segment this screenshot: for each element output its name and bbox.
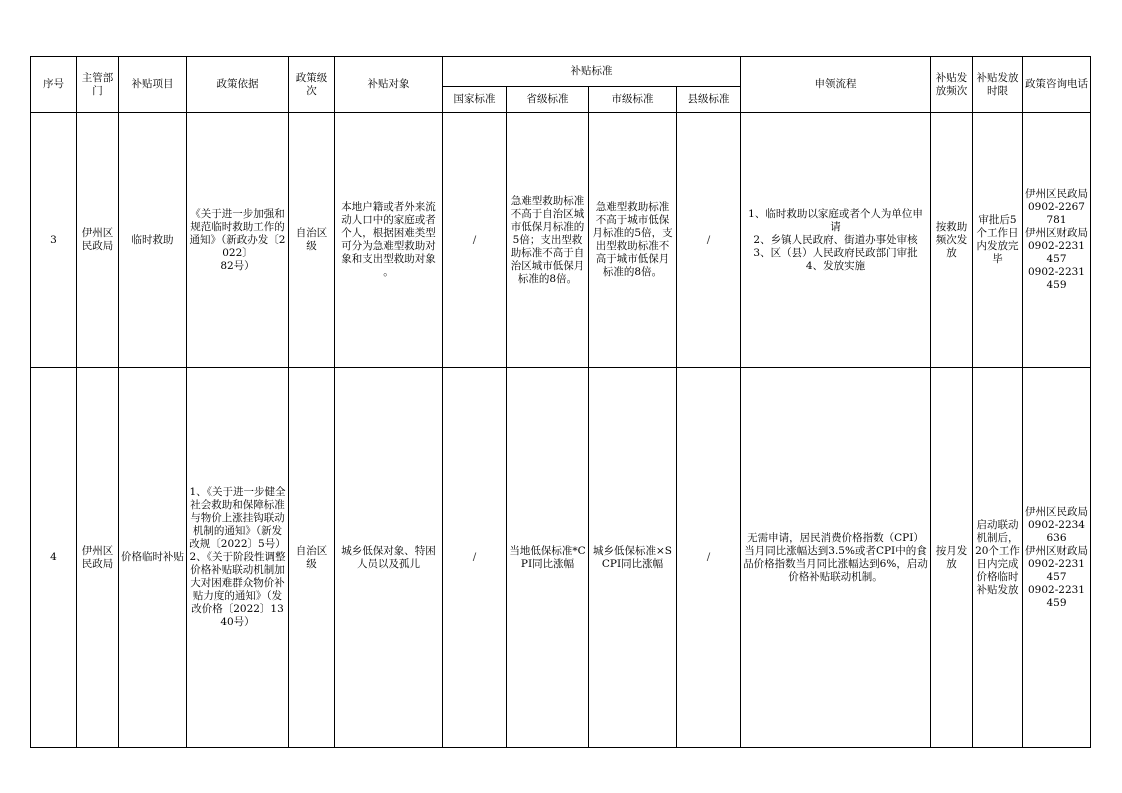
cell-level: 自治区级 (289, 113, 335, 368)
cell-frequency: 按救助频次发放 (931, 113, 973, 368)
header-target: 补贴对象 (335, 57, 443, 113)
header-seq: 序号 (31, 57, 77, 113)
header-standard: 补贴标准 (443, 57, 741, 87)
cell-province: 当地低保标准*CPI同比涨幅 (507, 368, 589, 748)
cell-item: 价格临时补贴 (119, 368, 187, 748)
header-province: 省级标准 (507, 87, 589, 113)
header-process: 申领流程 (741, 57, 931, 113)
cell-city: 城乡低保标准×SCPI同比涨幅 (589, 368, 677, 748)
cell-province: 急难型救助标准不高于自治区城市低保月标准的5倍；支出型救助标准不高于自治区城市低保月标准的8倍。 (507, 113, 589, 368)
table-row (31, 368, 1091, 748)
cell-basis: 《关于进一步加强和规范临时救助工作的通知》（新政办发〔2022〕 82号） (187, 113, 289, 368)
cell-county: / (677, 368, 741, 748)
cell-seq: 3 (31, 113, 77, 368)
cell-level: 自治区级 (289, 368, 335, 748)
cell-dept: 伊州区民政局 (77, 368, 119, 748)
cell-target: 城乡低保对象、特困人员以及孤儿 (335, 368, 443, 748)
table-row (31, 113, 1091, 368)
cell-national: / (443, 368, 507, 748)
cell-dept: 伊州区民政局 (77, 113, 119, 368)
subsidy-policy-table (30, 56, 1091, 748)
cell-phone: 伊州区民政局0902-2267781 伊州区财政局0902-2231457 0902-2231459 (1023, 113, 1091, 368)
header-county: 县级标准 (677, 87, 741, 113)
cell-time-limit: 审批后5个工作日内发放完毕 (973, 113, 1023, 368)
cell-process: 无需申请，居民消费价格指数（CPI）当月同比涨幅达到3.5%或者CPI中的食品价格指数当月同比涨幅达到6%，启动价格补贴联动机制。 (741, 368, 931, 748)
header-national: 国家标准 (443, 87, 507, 113)
cell-seq: 4 (31, 368, 77, 748)
header-time-limit: 补贴发放时限 (973, 57, 1023, 113)
header-level: 政策级次 (289, 57, 335, 113)
cell-frequency: 按月发放 (931, 368, 973, 748)
header-frequency: 补贴发放频次 (931, 57, 973, 113)
header-city: 市级标准 (589, 87, 677, 113)
header-basis: 政策依据 (187, 57, 289, 113)
header-dept: 主管部门 (77, 57, 119, 113)
header-phone: 政策咨询电话 (1023, 57, 1091, 113)
cell-phone: 伊州区民政局0902-2234636 伊州区财政局0902-2231457 0902-2231459 (1023, 368, 1091, 748)
cell-county: / (677, 113, 741, 368)
table-header (31, 57, 1091, 113)
header-item: 补贴项目 (119, 57, 187, 113)
cell-target: 本地户籍或者外来流动人口中的家庭或者个人，根据困难类型可分为急难型救助对象和支出型救助对象 。 (335, 113, 443, 368)
cell-city: 急难型救助标准不高于城市低保月标准的5倍，支出型救助标准不高于城市低保月标准的8倍。 (589, 113, 677, 368)
cell-process: 1、临时救助以家庭或者个人为单位申请 2、乡镇人民政府、街道办事处审核 3、区（县）人民政府民政部门审批 4、发放实施 (741, 113, 931, 368)
cell-item: 临时救助 (119, 113, 187, 368)
cell-basis: 1、《关于进一步健全社会救助和保障标准与物价上涨挂钩联动机制的通知》（新发改规〔2022〕5号） 2、《关于阶段性调整价格补贴联动机制加大对困难群众物价补贴力度的通知》（发改价格〔2022〕1340号） (187, 368, 289, 748)
cell-time-limit: 启动联动机制后，20个工作日内完成价格临时补贴发放 (973, 368, 1023, 748)
cell-national: / (443, 113, 507, 368)
